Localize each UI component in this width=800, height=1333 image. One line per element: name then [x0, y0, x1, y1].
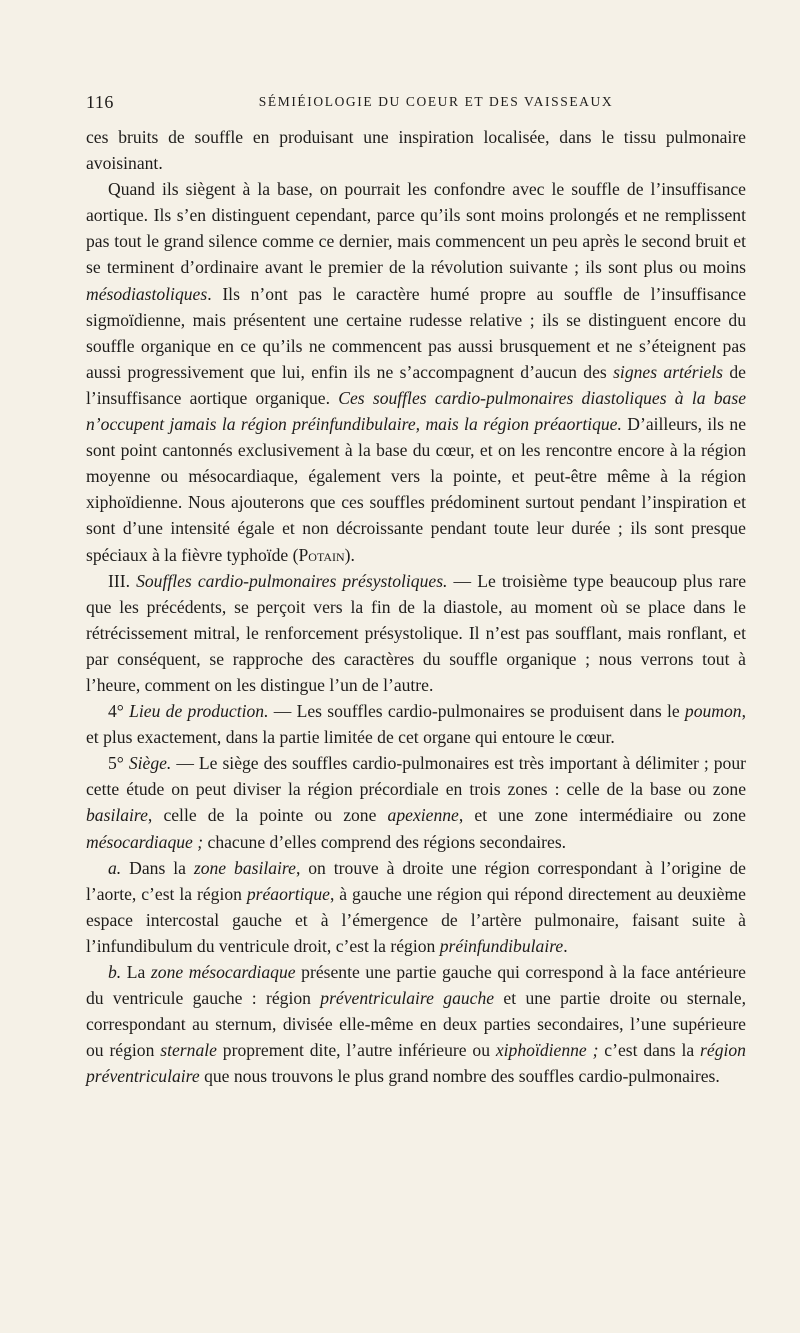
p6-text-3: , à gauche une région qui répond directement au deuxième espace intercostal gauche et à l’émergence de l’artère pulmonaire, faisant suite à l’infundibulum du ventricule droit, c’est la région	[86, 883, 746, 956]
p6-item-letter: a.	[108, 857, 122, 878]
p7-text-3: et une partie droite ou sternale, correspondant au sternum, divisée elle-même en deux parties secondaires, l’une supérieure ou région	[86, 988, 746, 1061]
p2-italic-2: signes artériels	[613, 361, 724, 382]
page-header	[86, 92, 746, 118]
p7-italic-3: sternale	[160, 1040, 217, 1061]
paragraph-7	[86, 959, 746, 1089]
p2-text-1: Quand ils siègent à la base, on pourrait les confondre avec le souffle de l’insuffisance aortique. Ils s’en distinguent cependant, parce qu’ils sont moins prolongés et ne remplissent pas tout le grand silence comme ce dernier, mais commencent un peu après le second bruit et se terminent d’ordinaire avant le premier de la révolution suivante ; ils sont plus ou moins	[86, 179, 746, 278]
p7-item-letter: b.	[108, 962, 122, 982]
page-number: 116	[86, 92, 114, 112]
p6-text-1: Dans la	[121, 857, 194, 878]
p5-text-1: 5°	[108, 753, 129, 774]
paragraph-4	[86, 698, 746, 750]
p5-italic-2: basilaire	[86, 805, 148, 826]
p3-italic-1: Souffles cardio-pulmonaires présystoliques.	[136, 570, 448, 591]
paragraph-3	[86, 568, 746, 698]
p6-text-4: .	[563, 935, 568, 956]
paragraph-5	[86, 750, 746, 854]
p3-text-2: — Le troisième type beaucoup plus rare que les précédents, se perçoit vers la fin de la diastole, au moment où se place dans le rétrécissement mitral, le renforcement présystolique. Il n’est pas soufflant, mais ronflant, et par conséquent, se rapproche des caractères du souffle organique ; nous verrons tout à l’heure, comment on les distingue l’un de l’autre.	[86, 570, 746, 695]
p5-text-4: , et une zone intermédiaire ou zone	[458, 805, 746, 826]
p2-italic-1: mésodiastoliques	[86, 283, 208, 304]
p2-text-2: . Ils n’ont pas le caractère humé propre au souffle de l’insuffisance sigmoïdienne, mais présentent une certaine rudesse relative ; ils se distinguent encore du souffle organique en ce qu’ils ne commencent pas aussi brusquement et ne s’éteignent pas aussi progressivement que lui, enfin ils ne s’accompagnent d’aucun des	[86, 283, 746, 382]
p2-author-potain: Potain	[298, 544, 345, 565]
p6-italic-2: préaortique	[246, 883, 330, 904]
p6-italic-3: préinfundibulaire	[439, 935, 564, 956]
paragraph-1-text: ces bruits de souffle en produisant une inspiration localisée, dans le tissu pulmonaire avoisinant.	[86, 127, 746, 174]
p6-italic-1: zone basilaire	[193, 857, 296, 878]
p4-italic-1: Lieu de production.	[129, 701, 269, 722]
p7-text-4: proprement dite, l’autre inférieure ou	[216, 1040, 496, 1061]
p7-text-2: présente une partie gauche qui correspond à la face antérieure du ventricule gauche : région	[86, 962, 746, 1009]
p2-italic-3: Ces souffles cardio-pulmonaires diastoliques à la base n’occupent jamais la région préinfundibulaire, mais la région préaortique.	[86, 387, 746, 435]
p7-text-1: La	[121, 962, 151, 982]
p5-text-5: chacune d’elles comprend des régions secondaires.	[203, 831, 567, 852]
p6-text-2: , on trouve à droite une région correspondant à l’origine de l’aorte, c’est la région	[86, 857, 746, 904]
p7-italic-2: préventriculaire gauche	[320, 988, 495, 1009]
p2-text-5: ).	[344, 544, 355, 565]
p5-text-2: — Le siège des souffles cardio-pulmonaires est très important à délimiter ; pour cette étude on peut diviser la région précordiale en trois zones : celle de la base ou zone	[86, 753, 746, 800]
p5-italic-3: apexienne	[387, 805, 459, 826]
p4-text-1: 4°	[108, 701, 130, 722]
p7-italic-4: xiphoïdienne ;	[495, 1040, 599, 1061]
p2-text-3: de l’insuffisance aortique organique.	[86, 361, 746, 408]
p5-text-3: , celle de la pointe ou zone	[147, 805, 388, 826]
p4-italic-2: poumon	[684, 701, 742, 722]
p3-text-1: III.	[108, 570, 137, 591]
p4-text-2: — Les souffles cardio-pulmonaires se produisent dans le	[268, 701, 685, 722]
body-text	[86, 124, 746, 1089]
p7-text-6: que nous trouvons le plus grand nombre des souffles cardio-pulmonaires.	[199, 1066, 720, 1087]
paragraph-2	[86, 176, 746, 567]
p7-italic-5: région préventriculaire	[86, 1040, 746, 1087]
p4-text-3: , et plus exactement, dans la partie limitée de cet organe qui entoure le cœur.	[86, 701, 747, 748]
paragraph-1	[86, 124, 746, 176]
p5-italic-1: Siège.	[128, 753, 172, 774]
p7-italic-1: zone mésocardiaque	[150, 962, 296, 982]
running-head: SÉMIÉIOLOGIE DU COEUR ET DES VAISSEAUX	[258, 94, 614, 109]
p7-text-5: c’est dans la	[598, 1040, 701, 1061]
p2-text-4: D’ailleurs, ils ne sont point cantonnés exclusivement à la base du cœur, et on les rencontre encore à la région moyenne ou mésocardiaque, également vers la pointe, et peut-être même à la région xiphoïdienne. Nous ajouterons que ces souffles prédominent surtout pendant l’inspiration et sont d’une intensité égale et non décroissante pendant toute leur durée ; ils sont presque spéciaux à la fièvre typhoïde (	[86, 414, 747, 565]
p5-italic-4: mésocardiaque ;	[86, 831, 204, 852]
paragraph-6	[86, 855, 746, 959]
